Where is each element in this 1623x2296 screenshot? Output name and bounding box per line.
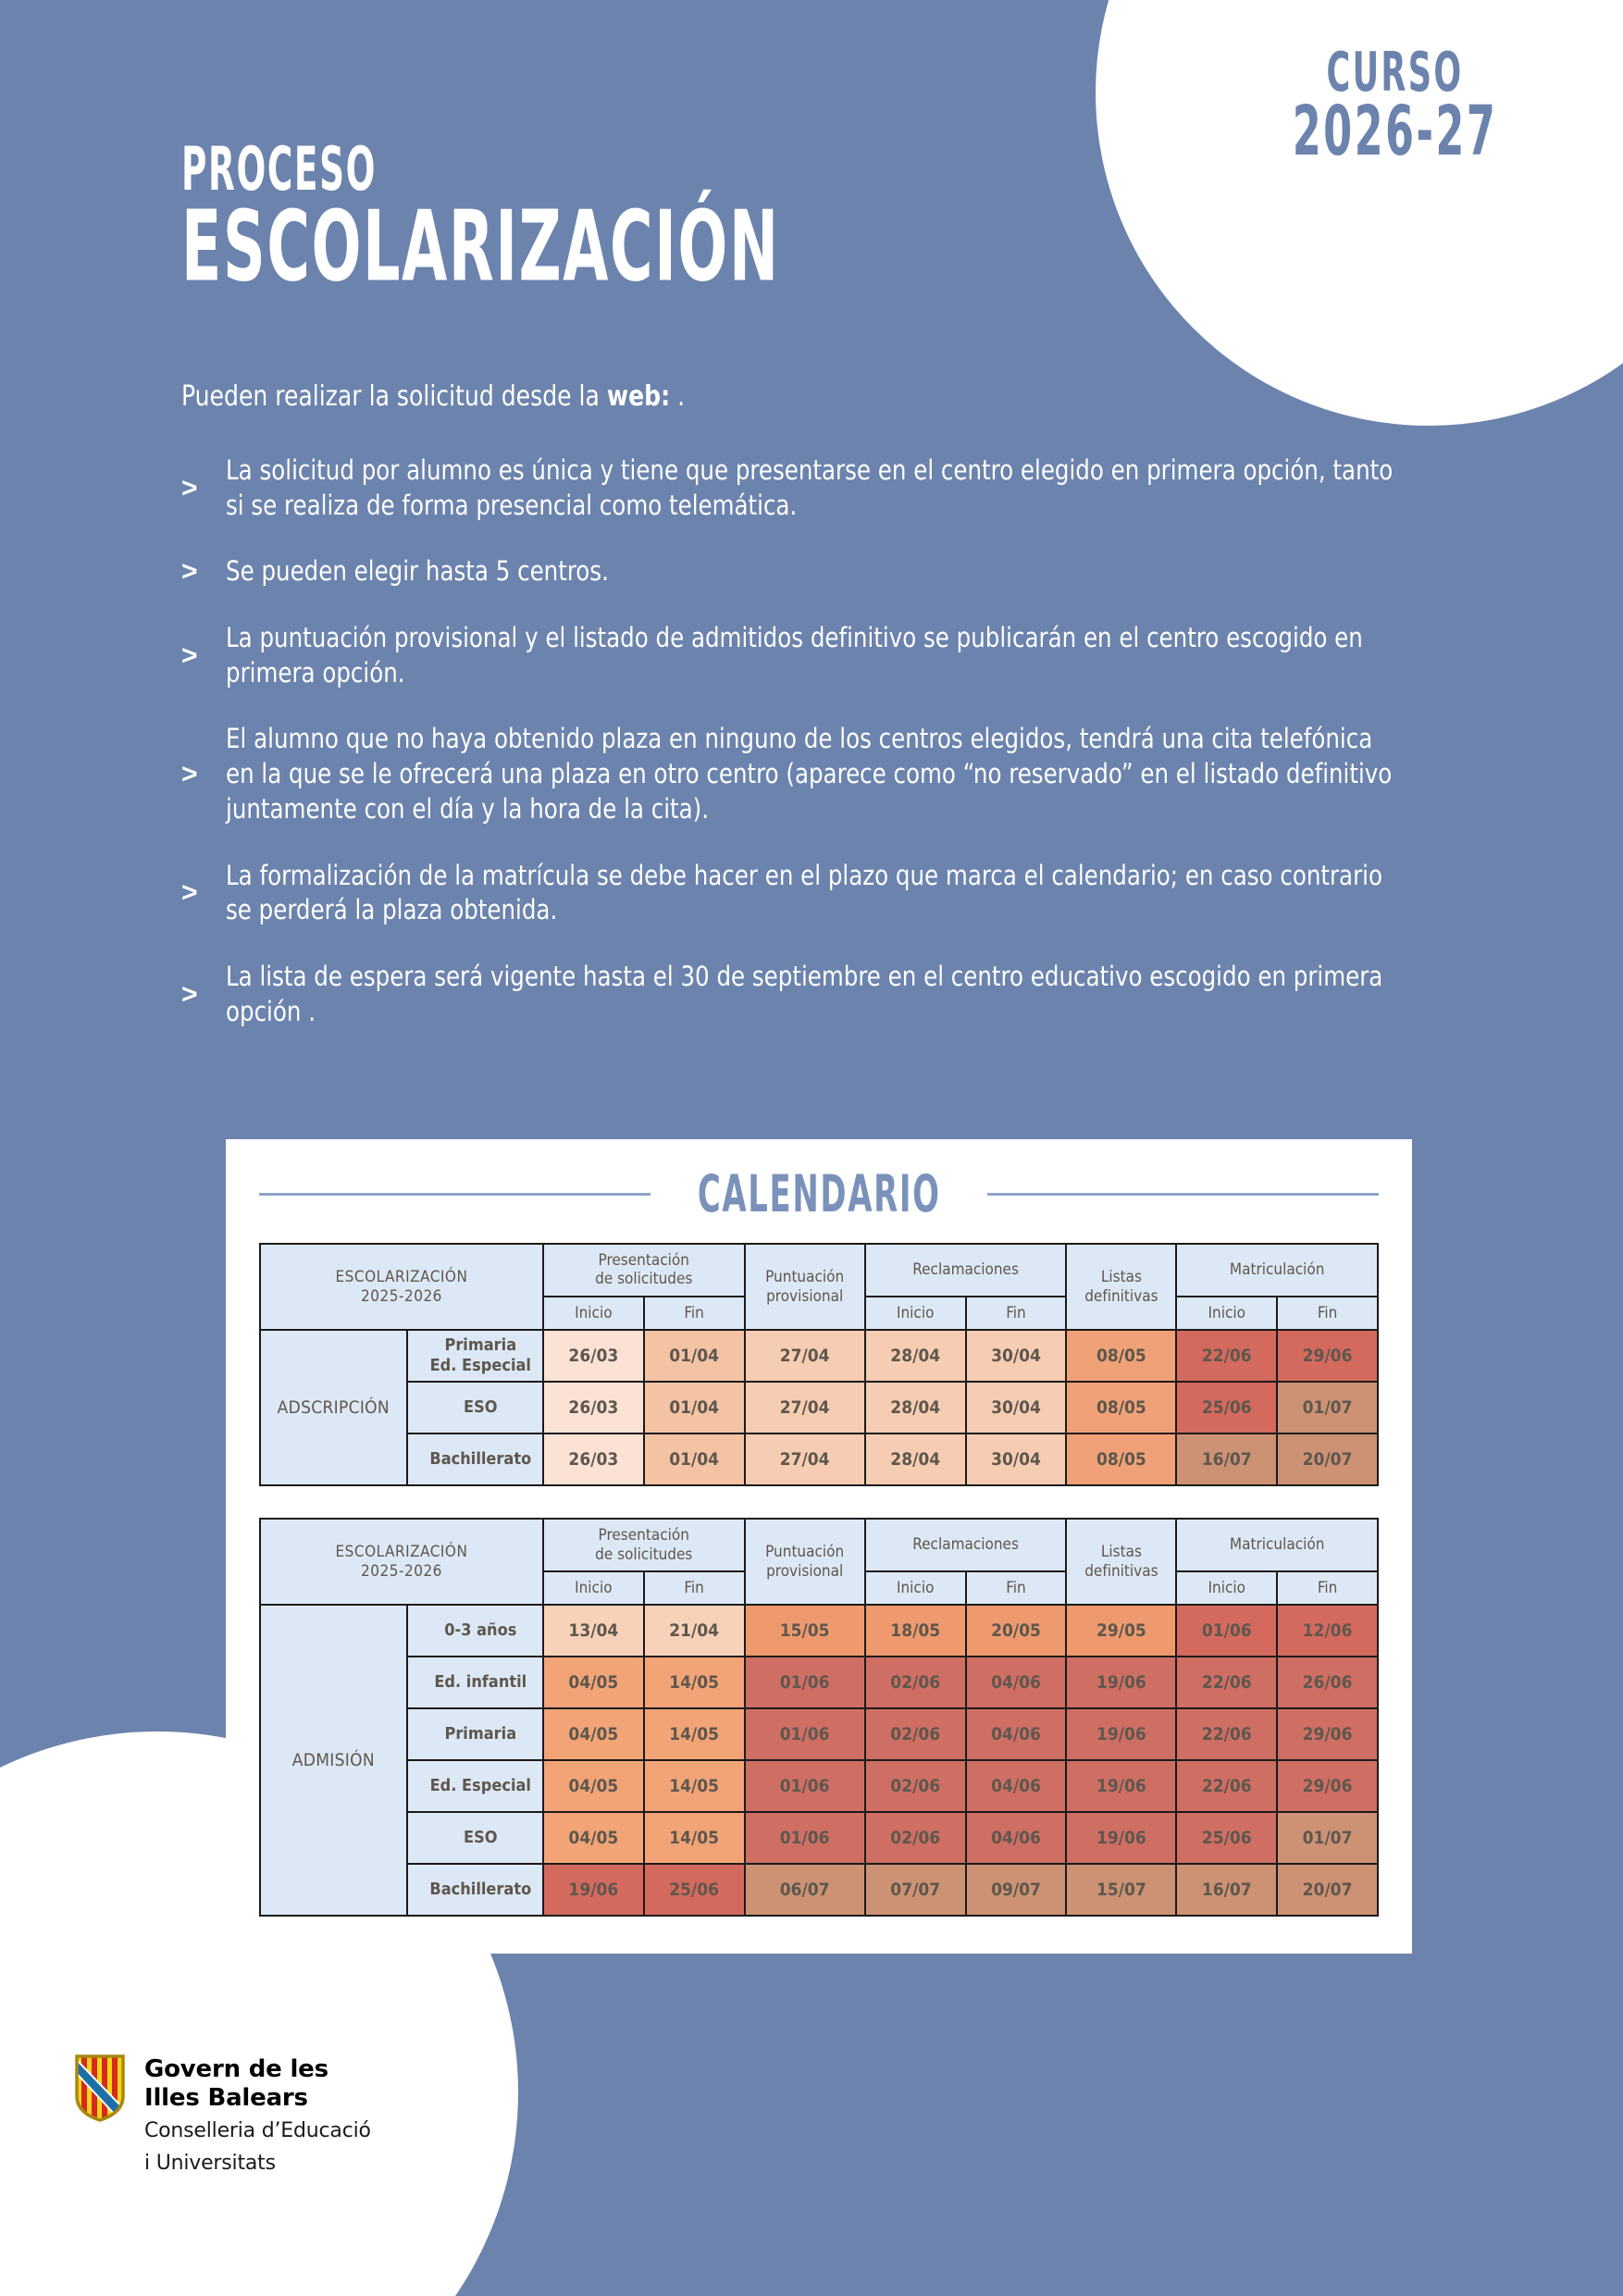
date-cell: 02/06: [865, 1657, 966, 1708]
header-matriculacion: Matriculación: [1176, 1244, 1378, 1297]
level-line1: Bachillerato: [429, 1880, 532, 1900]
intro-sentence: [181, 379, 1386, 415]
date-cell: 13/04: [543, 1605, 644, 1657]
header-inicio-matriculacion: Inicio: [1176, 1571, 1277, 1605]
date-cell: 29/06: [1277, 1708, 1378, 1760]
row-group-label: ADMISIÓN: [260, 1605, 407, 1916]
date-cell: 04/05: [543, 1708, 644, 1760]
header-presentacion: Presentación de solicitudes: [543, 1519, 745, 1571]
date-cell: 27/04: [745, 1382, 865, 1433]
corner-line2: 2025-2026: [361, 1561, 442, 1581]
chevron-right-icon: >: [181, 639, 198, 671]
chevron-right-icon: >: [181, 472, 198, 503]
dept-line2: i Universitats: [144, 2151, 276, 2175]
bullet-item: [181, 722, 1477, 826]
date-cell: 02/06: [865, 1708, 966, 1760]
calendar-title-row: [259, 1163, 1379, 1224]
row-group-label: ADSCRIPCIÓN: [260, 1330, 407, 1485]
date-cell: 19/06: [1066, 1708, 1176, 1760]
date-cell: 14/05: [644, 1657, 745, 1708]
date-cell: 04/06: [966, 1760, 1067, 1812]
date-cell: 01/04: [644, 1433, 745, 1485]
date-cell: 21/04: [644, 1605, 745, 1657]
date-cell: 27/04: [745, 1433, 865, 1485]
table-row: [260, 1812, 1378, 1864]
date-cell: 16/07: [1176, 1864, 1277, 1916]
date-cell: 14/05: [644, 1708, 745, 1760]
calendar-table: [259, 1518, 1379, 1917]
date-cell: 01/06: [745, 1657, 865, 1708]
row-level-label: [407, 1433, 543, 1485]
row-level-label: [407, 1382, 543, 1433]
date-cell: 22/06: [1176, 1760, 1277, 1812]
header-puntuacion: Puntuación provisional: [745, 1519, 865, 1605]
footer-logo: [72, 2052, 371, 2176]
date-cell: 29/06: [1277, 1760, 1378, 1812]
date-cell: 01/07: [1277, 1382, 1378, 1433]
date-cell: 30/04: [966, 1433, 1067, 1485]
table-row: [260, 1760, 1378, 1812]
date-cell: 02/06: [865, 1812, 966, 1864]
date-cell: 15/05: [745, 1605, 865, 1657]
date-cell: 01/04: [644, 1382, 745, 1433]
header-presentacion: Presentación de solicitudes: [543, 1244, 745, 1297]
intro-prefix: Pueden realizar la solicitud desde la: [181, 380, 607, 413]
date-cell: 22/06: [1176, 1708, 1277, 1760]
date-cell: 19/06: [1066, 1760, 1176, 1812]
bullet-list: [181, 453, 1477, 1061]
bullet-item: [181, 453, 1477, 523]
level-line1: Primaria: [444, 1334, 517, 1355]
date-cell: 26/03: [543, 1433, 644, 1485]
header-fin-reclamaciones: Fin: [966, 1297, 1067, 1330]
bullet-item-text: El alumno que no haya obtenido plaza en ninguno de los centros elegidos, tendrá una cita telefónica en la que se le ofrecerá una plaza en otro centro (aparece como “no reservado” en el listado definitivo juntamente con el día y la hora de la cita).: [226, 723, 1393, 825]
header-inicio-reclamaciones: Inicio: [865, 1571, 966, 1605]
date-cell: 08/05: [1066, 1433, 1176, 1485]
date-cell: 25/06: [1176, 1812, 1277, 1864]
bullet-item-text: Se pueden elegir hasta 5 centros.: [226, 555, 609, 588]
header-fin-matriculacion: Fin: [1277, 1297, 1378, 1330]
date-cell: 09/07: [966, 1864, 1067, 1916]
date-cell: 01/06: [745, 1760, 865, 1812]
header-reclamaciones: Reclamaciones: [865, 1244, 1067, 1297]
date-cell: 29/05: [1066, 1605, 1176, 1657]
header-inicio-presentacion: Inicio: [543, 1571, 644, 1605]
row-level-label: [407, 1330, 543, 1382]
balearic-shield-icon: [72, 2052, 128, 2124]
header-fin-reclamaciones: Fin: [966, 1571, 1067, 1605]
bullet-item-text: La formalización de la matrícula se debe hacer en el plazo que marca el calendario; en caso contrario se perderá la plaza obtenida.: [226, 859, 1382, 926]
header-puntuacion: Puntuación provisional: [745, 1244, 865, 1330]
row-level-label: [407, 1657, 543, 1708]
row-level-label: [407, 1864, 543, 1916]
date-cell: 04/05: [543, 1812, 644, 1864]
level-line1: ESO: [464, 1396, 498, 1417]
level-line1: 0-3 años: [444, 1620, 517, 1641]
date-cell: 26/03: [543, 1382, 644, 1433]
intro-web-label: web:: [606, 380, 671, 413]
date-cell: 01/07: [1277, 1812, 1378, 1864]
level-line2: Ed. Especial: [429, 1356, 531, 1376]
date-cell: 20/07: [1277, 1864, 1378, 1916]
level-line1: ESO: [464, 1828, 498, 1848]
row-level-label: [407, 1812, 543, 1864]
date-cell: 22/06: [1176, 1330, 1277, 1382]
table-row: [260, 1382, 1378, 1433]
date-cell: 14/05: [644, 1760, 745, 1812]
level-line1: Primaria: [444, 1724, 517, 1744]
date-cell: 30/04: [966, 1382, 1067, 1433]
date-cell: 28/04: [865, 1382, 966, 1433]
date-cell: 08/05: [1066, 1382, 1176, 1433]
calendar-tables: [259, 1243, 1379, 1917]
table-header-row: [260, 1244, 1378, 1297]
corner-line1: ESCOLARIZACIÓN: [335, 1268, 468, 1287]
footer-logo-text: [144, 2052, 371, 2176]
header-matriculacion: Matriculación: [1176, 1519, 1378, 1571]
date-cell: 25/06: [644, 1864, 745, 1916]
gov-line2: Illes Balears: [144, 2083, 308, 2112]
row-level-label: [407, 1760, 543, 1812]
date-cell: 30/04: [966, 1330, 1067, 1382]
header-inicio-matriculacion: Inicio: [1176, 1297, 1277, 1330]
table-row: [260, 1605, 1378, 1657]
table-row: [260, 1708, 1378, 1760]
chevron-right-icon: >: [181, 758, 198, 789]
header-fin-presentacion: Fin: [644, 1571, 745, 1605]
calendar-card: [226, 1139, 1412, 1954]
header-reclamaciones: Reclamaciones: [865, 1519, 1067, 1571]
header-listas-definitivas: Listas definitivas: [1066, 1244, 1176, 1330]
table-header-row: [260, 1519, 1378, 1571]
gov-line1: Govern de les: [144, 2054, 328, 2083]
header-fin-matriculacion: Fin: [1277, 1571, 1378, 1605]
row-level-label: [407, 1708, 543, 1760]
bullet-item-text: La puntuación provisional y el listado de admitidos definitivo se publicarán en el centro escogido en primera opción.: [226, 622, 1363, 689]
level-line1: Ed. Especial: [429, 1776, 531, 1796]
curso-year: 2026-27: [1292, 90, 1498, 172]
date-cell: 04/05: [543, 1657, 644, 1708]
date-cell: 27/04: [745, 1330, 865, 1382]
date-cell: 29/06: [1277, 1330, 1378, 1382]
bullet-item: [181, 621, 1477, 690]
date-cell: 04/05: [543, 1760, 644, 1812]
date-cell: 15/07: [1066, 1864, 1176, 1916]
date-cell: 26/03: [543, 1330, 644, 1382]
page-title-line1: PROCESO: [181, 135, 378, 205]
date-cell: 08/05: [1066, 1330, 1176, 1382]
header-fin-presentacion: Fin: [644, 1297, 745, 1330]
header-inicio-presentacion: Inicio: [543, 1297, 644, 1330]
date-cell: 18/05: [865, 1605, 966, 1657]
date-cell: 04/06: [966, 1657, 1067, 1708]
table-row: [260, 1433, 1378, 1485]
table-row: [260, 1330, 1378, 1382]
date-cell: 20/07: [1277, 1433, 1378, 1485]
date-cell: 19/06: [1066, 1657, 1176, 1708]
page-title: [181, 135, 911, 304]
level-line1: Ed. infantil: [434, 1672, 527, 1693]
date-cell: 26/06: [1277, 1657, 1378, 1708]
calendar-rule-right: [987, 1193, 1379, 1196]
curso-badge: [1267, 40, 1523, 172]
date-cell: 04/06: [966, 1812, 1067, 1864]
date-cell: 28/04: [865, 1330, 966, 1382]
table-corner-title: [260, 1244, 543, 1330]
row-level-label: [407, 1605, 543, 1657]
calendar-rule-left: [259, 1193, 650, 1196]
bullet-item-text: La lista de espera será vigente hasta el 30 de septiembre en el centro educativo escogido en primera opción .: [226, 960, 1383, 1027]
level-line1: Bachillerato: [429, 1448, 532, 1469]
date-cell: 01/06: [1176, 1605, 1277, 1657]
date-cell: 12/06: [1277, 1605, 1378, 1657]
dept-line1: Conselleria d’Educació: [144, 2119, 371, 2143]
chevron-right-icon: >: [181, 556, 198, 588]
date-cell: 07/07: [865, 1864, 966, 1916]
date-cell: 22/06: [1176, 1657, 1277, 1708]
date-cell: 02/06: [865, 1760, 966, 1812]
date-cell: 06/07: [745, 1864, 865, 1916]
header-listas-definitivas: Listas definitivas: [1066, 1519, 1176, 1605]
date-cell: 01/04: [644, 1330, 745, 1382]
calendar-table: [259, 1243, 1379, 1486]
page-title-line2: ESCOLARIZACIÓN: [181, 190, 780, 304]
date-cell: 19/06: [543, 1864, 644, 1916]
intro-suffix: .: [670, 380, 686, 413]
table-row: [260, 1657, 1378, 1708]
corner-line1: ESCOLARIZACIÓN: [335, 1543, 468, 1562]
bullet-item: [181, 960, 1477, 1029]
table-row: [260, 1864, 1378, 1916]
date-cell: 19/06: [1066, 1812, 1176, 1864]
date-cell: 28/04: [865, 1433, 966, 1485]
date-cell: 16/07: [1176, 1433, 1277, 1485]
chevron-right-icon: >: [181, 978, 198, 1010]
header-inicio-reclamaciones: Inicio: [865, 1297, 966, 1330]
corner-line2: 2025-2026: [361, 1286, 442, 1306]
date-cell: 25/06: [1176, 1382, 1277, 1433]
date-cell: 01/06: [745, 1708, 865, 1760]
calendar-title: CALENDARIO: [697, 1163, 941, 1224]
curso-label: CURSO: [1326, 40, 1464, 105]
bullet-item: [181, 859, 1477, 928]
date-cell: 14/05: [644, 1812, 745, 1864]
date-cell: 01/06: [745, 1812, 865, 1864]
chevron-right-icon: >: [181, 877, 198, 909]
bullet-item-text: La solicitud por alumno es única y tiene que presentarse en el centro elegido en primera opción, tanto si se realiza de forma presencial como telemática.: [226, 454, 1394, 521]
table-corner-title: [260, 1519, 543, 1605]
date-cell: 20/05: [966, 1605, 1067, 1657]
bullet-item: [181, 554, 1477, 590]
date-cell: 04/06: [966, 1708, 1067, 1760]
